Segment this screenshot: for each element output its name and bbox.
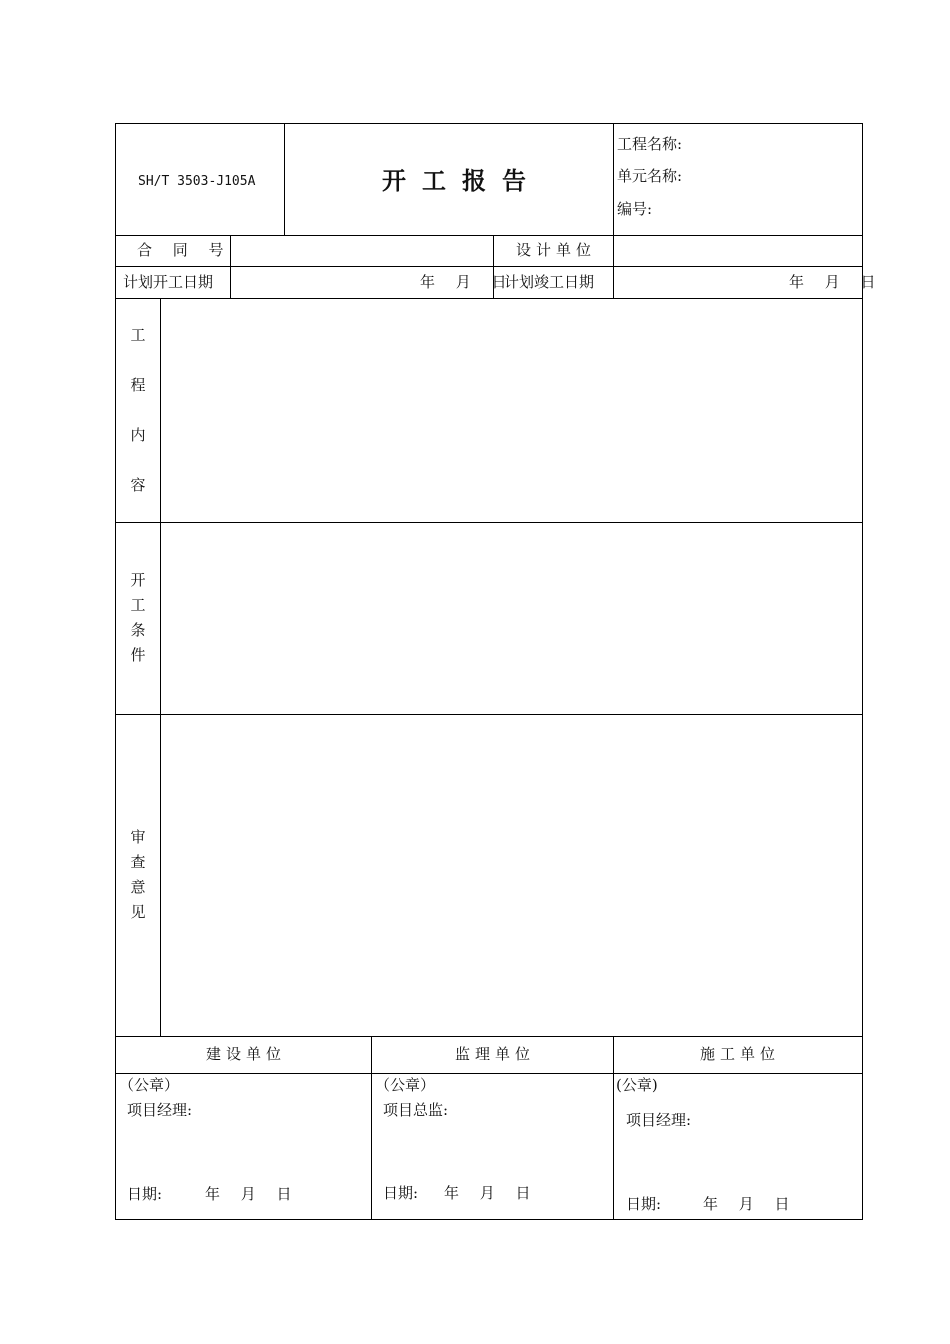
rule-conditions-bottom: [115, 714, 863, 715]
rule-sign-heading-bottom: [115, 1073, 863, 1074]
content-label: [128, 328, 148, 528]
content-char: 工: [130, 326, 146, 344]
rule-sign-v1: [371, 1036, 372, 1220]
conditions-label: [128, 573, 148, 673]
rule-label-col: [160, 298, 161, 1036]
review-char: 查: [130, 853, 146, 871]
supervisor-date-fill: 年 月 日: [444, 1184, 539, 1202]
owner-seal: （公章）: [119, 1076, 180, 1094]
project-name-label: 工程名称:: [617, 135, 683, 153]
rule-row2-bottom: [115, 298, 863, 299]
conditions-char: 条: [130, 621, 146, 639]
owner-date-fill: 年 月 日: [205, 1185, 300, 1203]
contractor-seal: (公章): [616, 1076, 658, 1094]
unit-name-label: 单元名称:: [617, 167, 683, 185]
planned-start-date: 年 月 日: [420, 273, 515, 291]
contractor-person-label: 项目经理:: [626, 1111, 692, 1129]
review-char: 意: [130, 878, 146, 896]
content-char: 内: [130, 426, 146, 444]
owner-date-label: 日期:: [127, 1185, 163, 1203]
rule-rows-v3: [613, 235, 614, 298]
contractor-heading: 施工单位: [700, 1045, 781, 1063]
content-char: 容: [130, 476, 146, 494]
rule-header-v1: [284, 123, 285, 235]
number-label: 编号:: [617, 200, 653, 218]
contract-no-label: 合 同 号: [137, 241, 232, 259]
rule-row1-bottom: [115, 266, 863, 267]
content-char: 程: [130, 376, 146, 394]
conditions-char: 开: [130, 571, 146, 589]
conditions-char: 件: [130, 646, 146, 664]
contractor-date-label: 日期:: [626, 1195, 662, 1213]
page-title: 开工报告: [382, 167, 542, 195]
review-char: 审: [130, 828, 146, 846]
design-unit-label: 设计单位: [516, 241, 597, 259]
form-code: SH/T 3503-J105A: [138, 174, 256, 189]
rule-content-bottom: [115, 522, 863, 523]
supervisor-heading: 监理单位: [455, 1045, 536, 1063]
rule-header-v2: [613, 123, 614, 235]
rule-header-bottom: [115, 235, 863, 236]
rule-sign-v2: [613, 1036, 614, 1220]
review-char: 见: [130, 903, 146, 921]
planned-end-label: 计划竣工日期: [504, 273, 595, 291]
supervisor-date-label: 日期:: [383, 1184, 419, 1202]
supervisor-seal: （公章）: [375, 1076, 436, 1094]
owner-person-label: 项目经理:: [127, 1101, 193, 1119]
planned-start-label: 计划开工日期: [123, 273, 214, 291]
contractor-date-fill: 年 月 日: [703, 1195, 798, 1213]
rule-review-bottom: [115, 1036, 863, 1037]
owner-heading: 建设单位: [206, 1045, 287, 1063]
conditions-char: 工: [130, 596, 146, 614]
review-label: [128, 830, 148, 930]
planned-end-date: 年 月 日: [789, 273, 884, 291]
supervisor-person-label: 项目总监:: [383, 1101, 449, 1119]
